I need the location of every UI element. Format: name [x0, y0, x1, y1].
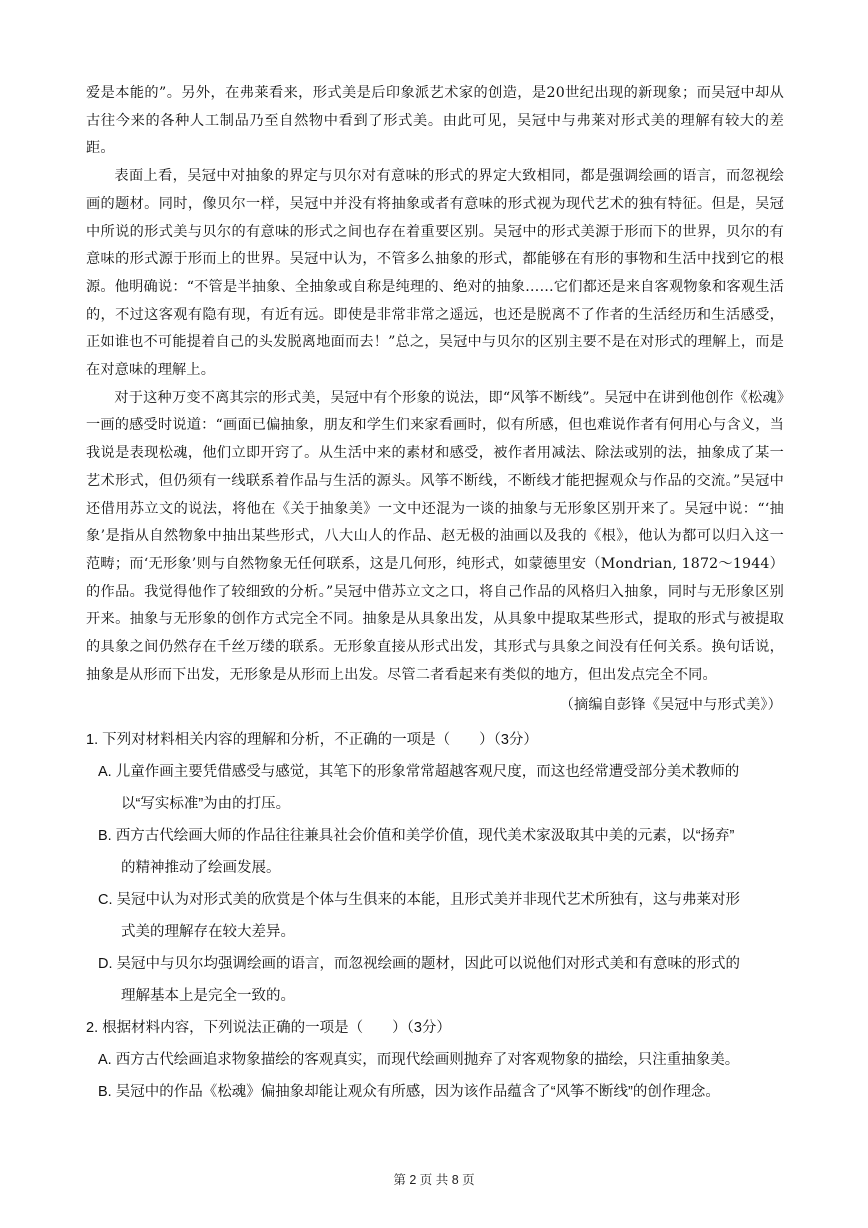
option-text-cont: 理解基本上是完全一致的。 — [121, 988, 295, 1005]
question-2 — [86, 1012, 784, 1108]
option-b — [86, 820, 784, 884]
option-text: 西方古代绘画追求物象描绘的客观真实，而现代绘画则抛弃了对客观物象的描绘，只注重抽象美。 — [115, 1052, 740, 1069]
option-text-cont: 式美的理解存在较大差异。 — [121, 924, 295, 941]
option-a — [86, 1044, 784, 1076]
option-letter: B. — [98, 1084, 112, 1101]
option-letter: A. — [98, 1052, 112, 1069]
option-letter: B. — [98, 828, 112, 845]
question-stem: 1. 下列对材料相关内容的理解和分析，不正确的一项是（ ）（3分） — [86, 732, 538, 749]
reading-passage — [86, 80, 784, 719]
option-text: 吴冠中的作品《松魂》偏抽象却能让观众有所感，因为该作品蕴含了“风筝不断线”的创作理念。 — [115, 1084, 720, 1101]
question-1 — [86, 724, 784, 1012]
page-number: 第 2 页 共 8 页 — [393, 1173, 475, 1187]
page-content — [86, 80, 784, 1108]
passage-paragraph: 对于这种万变不离其宗的形式美，吴冠中有个形象的说法，即“风筝不断线”。吴冠中在讲到他创作《松魂》一画的感受时说道：“画面已偏抽象，朋友和学生们来家看画时，似有所感，但也难说作者有何用心与含义，当我说是表现松魂，他们立即开窍了。从生活中来的素材和感受，被作者用减法、除法或别的法，抽象成了某一艺术形式，但仍须有一线联系着作品与生活的源头。风筝不断线，不断线才能把握观众与作品的交流。”吴冠中还借用苏立文的说法，将他在《关于抽象美》一文中还混为一谈的抽象与无形象区别开来了。吴冠中说：“‘抽象’是指从自然物象中抽出某些形式，八大山人的作品、赵无极的油画以及我的《根》，他认为都可以归入这一范畴；而‘无形象’则与自然物象无任何联系，这是几何形，纯形式，如蒙德里安（Mondrian, 1872～1944）的作品。我觉得他作了较细致的分析。”吴冠中借苏立文之口，将自己作品的风格归入抽象，同时与无形象区别开来。抽象与无形象的创作方式完全不同。抽象是从具象出发，从具象中提取某些形式，提取的形式与被提取的具象之间仍然存在千丝万缕的联系。无形象直接从形式出发，其形式与具象之间没有任何关系。换句话说，抽象是从形而下出发，无形象是从形而上出发。尽管二者看起来有类似的地方，但出发点完全不同。 — [86, 389, 784, 683]
option-text: 吴冠中认为对形式美的欣赏是个体与生俱来的本能，且形式美并非现代艺术所独有，这与弗莱对形 — [116, 892, 741, 909]
option-b — [86, 1076, 784, 1108]
option-text-cont: 的精神推动了绘画发展。 — [121, 860, 281, 877]
question-list — [86, 724, 784, 1108]
option-text: 儿童作画主要凭借感受与感觉，其笔下的形象常常超越客观尺度，而这也经常遭受部分美术教师的 — [115, 764, 740, 781]
option-letter: D. — [98, 956, 113, 973]
option-letter: C. — [98, 892, 113, 909]
passage-paragraph: 表面上看，吴冠中对抽象的界定与贝尔对有意味的形式的界定大致相同，都是强调绘画的语言，而忽视绘画的题材。同时，像贝尔一样，吴冠中并没有将抽象或者有意味的形式视为现代艺术的独有特征。但是，吴冠中所说的形式美与贝尔的有意味的形式之间也存在着重要区别。吴冠中的形式美源于形而下的世界，贝尔的有意味的形式源于形而上的世界。吴冠中认为，不管多么抽象的形式，都能够在有形的事物和生活中找到它的根源。他明确说：“不管是半抽象、全抽象或自称是纯理的、绝对的抽象……它们都还是来自客观物象和客观生活的，不过这客观有隐有现，有近有远。即使是非常非常之遥远，也还是脱离不了作者的生活经历和生活感受，正如谁也不可能提着自己的头发脱离地面而去！”总之，吴冠中与贝尔的区别主要不是在对形式的理解上，而是在对意味的理解上。 — [86, 168, 784, 379]
passage-paragraph: 爱是本能的”。另外，在弗莱看来，形式美是后印象派艺术家的创造，是20世纪出现的新现象；而吴冠中却从古往今来的各种人工制品乃至自然物中看到了形式美。由此可见，吴冠中与弗莱对形式美的理解有较大的差距。 — [86, 85, 784, 157]
option-letter: A. — [98, 764, 112, 781]
passage-source: （摘编自彭锋《吴冠中与形式美》） — [559, 697, 782, 714]
question-stem: 2. 根据材料内容，下列说法正确的一项是（ ）（3分） — [86, 1020, 451, 1037]
option-a — [86, 756, 784, 820]
option-text: 吴冠中与贝尔均强调绘画的语言，而忽视绘画的题材，因此可以说他们对形式美和有意味的形式的 — [116, 956, 741, 973]
option-c — [86, 884, 784, 948]
option-text-cont: 以“写实标准”为由的打压。 — [121, 796, 291, 813]
option-d — [86, 948, 784, 1012]
option-text: 西方古代绘画大师的作品往往兼具社会价值和美学价值，现代美术家汲取其中美的元素，以“扬弃” — [115, 828, 735, 845]
